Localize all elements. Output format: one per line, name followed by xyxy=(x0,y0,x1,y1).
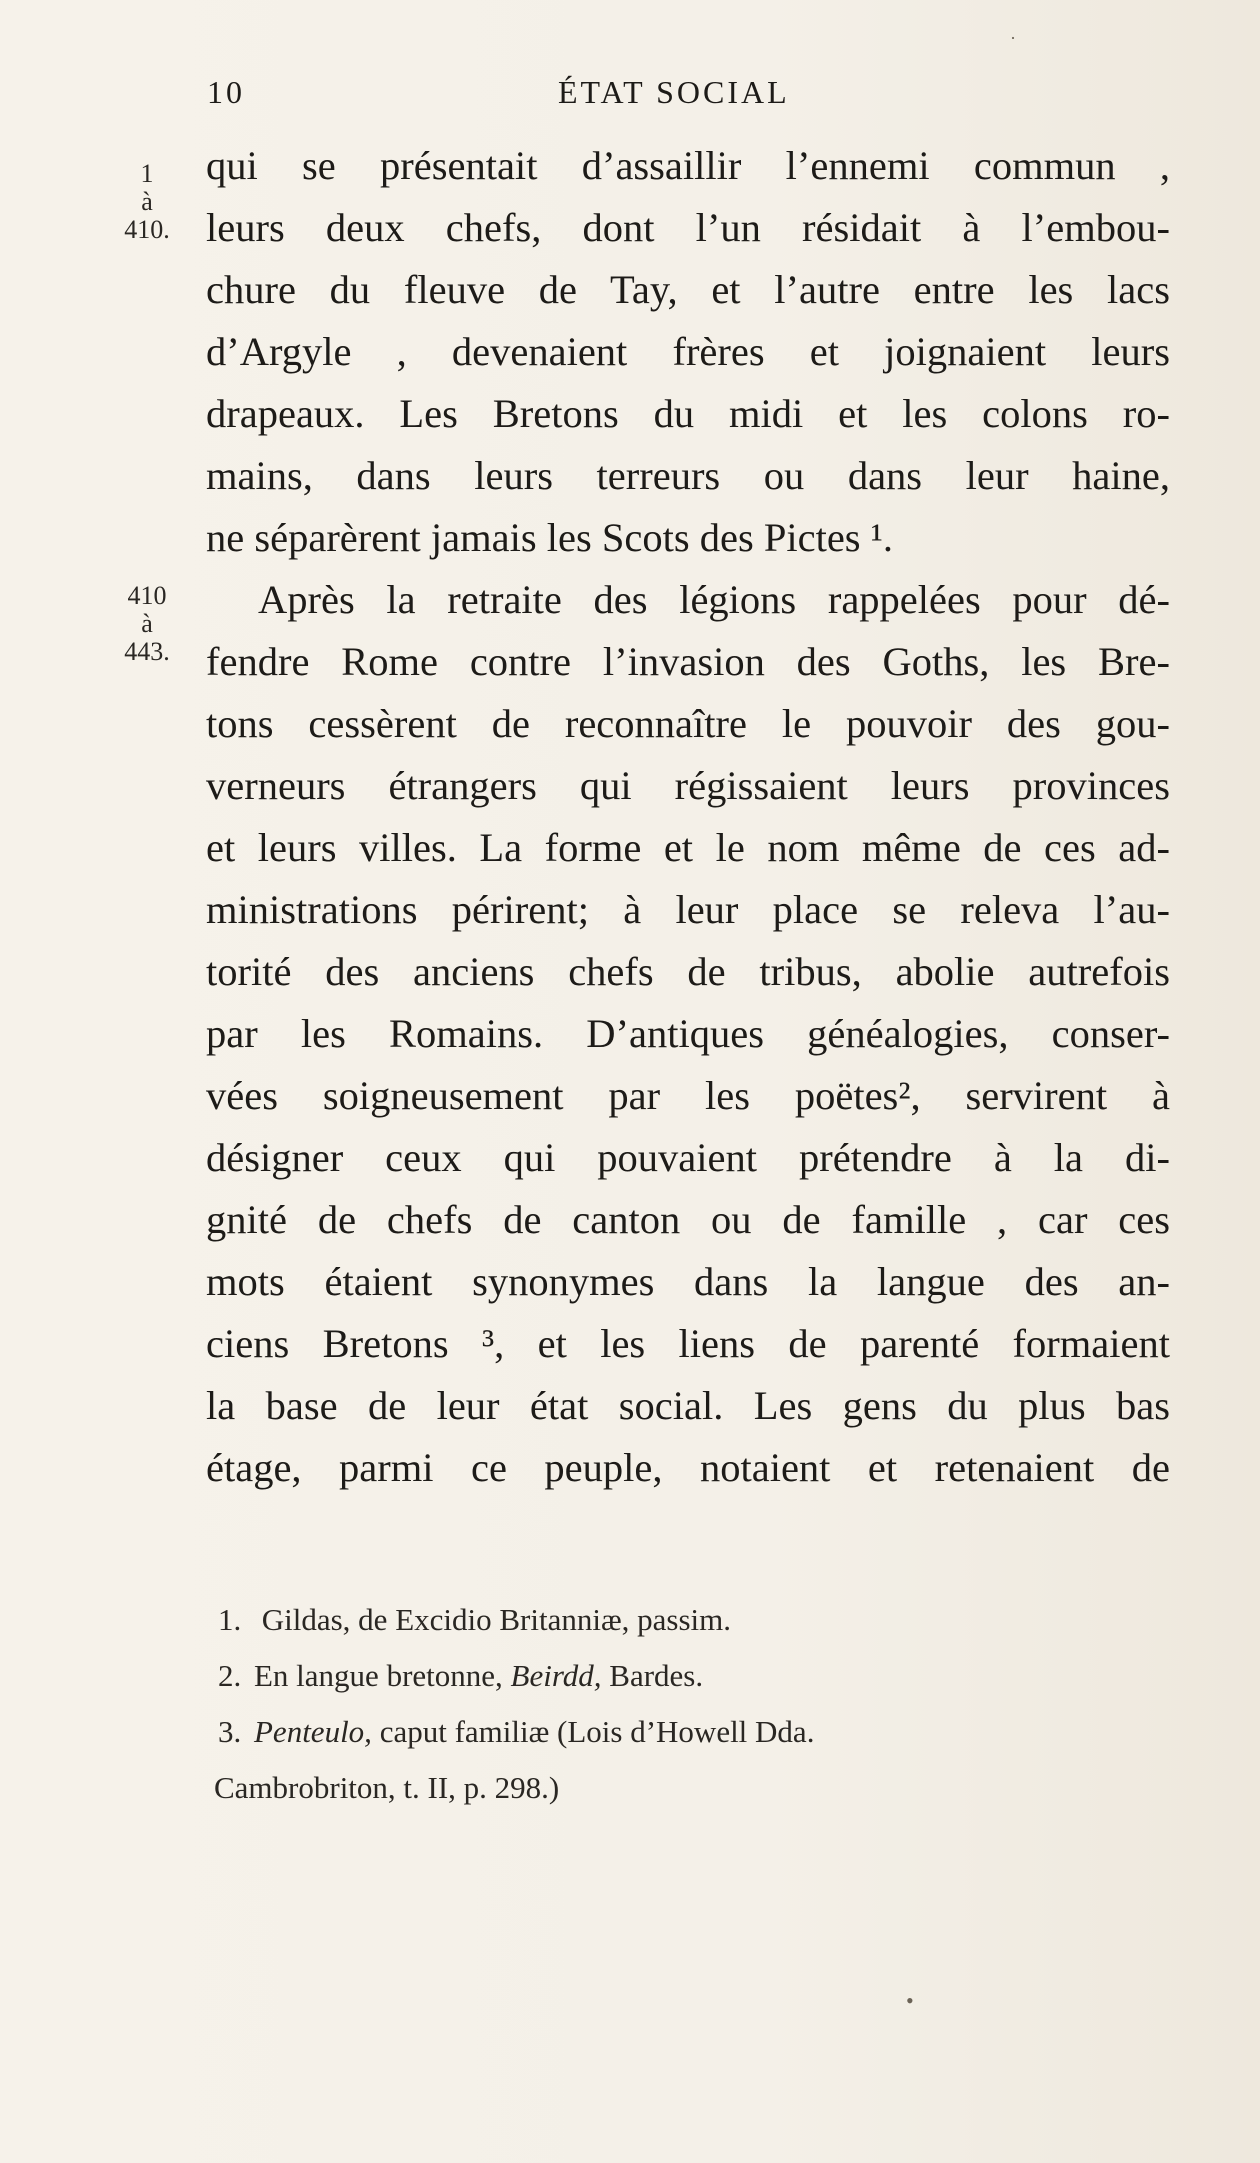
footnote-italic-term: Penteulo, xyxy=(254,1714,372,1749)
footnote-text: Gildas, de Excidio Britanniæ, passim. xyxy=(261,1602,732,1637)
text-line: ne séparèrent jamais les Scots des Pictes ¹. xyxy=(206,515,893,560)
text-line: torité des anciens chefs de tribus, abolie autrefois xyxy=(206,949,1170,994)
body-text xyxy=(206,135,1170,1499)
text-line: et leurs villes. La forme et le nom même de ces ad- xyxy=(206,825,1170,870)
page-number: 10 xyxy=(207,74,245,110)
footnote-2 xyxy=(218,1648,1178,1704)
text-line: fendre Rome contre l’invasion des Goths, les Bre- xyxy=(206,639,1170,684)
text-line: chure du fleuve de Tay, et l’autre entre les lacs xyxy=(206,267,1170,312)
text-line: drapeaux. Les Bretons du midi et les colons ro- xyxy=(206,391,1170,436)
footnote-text: Bardes. xyxy=(601,1658,704,1693)
footnotes xyxy=(214,1592,1178,1816)
margin-note-line: à xyxy=(141,187,153,216)
footnote-number: 2. xyxy=(218,1658,242,1693)
text-line: ministrations périrent; à leur place se releva l’au- xyxy=(206,887,1170,932)
margin-note-line: 410. xyxy=(124,215,170,244)
text-line: mains, dans leurs terreurs ou dans leur haine, xyxy=(206,453,1170,498)
margin-note-line: 1 xyxy=(140,159,154,188)
text-line: mots étaient synonymes dans la langue des an- xyxy=(206,1259,1170,1304)
footnote-3 xyxy=(218,1704,1178,1760)
text-line: leurs deux chefs, dont l’un résidait à l’embou- xyxy=(206,205,1170,250)
text-line: ciens Bretons ³, et les liens de parenté formaient xyxy=(206,1321,1170,1366)
paper-speck: · xyxy=(1010,28,1016,48)
footnote-1 xyxy=(218,1592,1178,1648)
paper-speck: • xyxy=(906,1988,914,2013)
text-line: vées soigneusement par les poëtes², servirent à xyxy=(206,1073,1170,1118)
text-line: désigner ceux qui pouvaient prétendre à la di- xyxy=(206,1135,1170,1180)
text-line: la base de leur état social. Les gens du plus bas xyxy=(206,1383,1170,1428)
margin-note-line: 410 xyxy=(127,581,167,610)
text-line: étage, parmi ce peuple, notaient et retenaient de xyxy=(206,1445,1170,1490)
margin-note-line: 443. xyxy=(124,637,170,666)
text-line: Après la retraite des légions rappelées pour dé- xyxy=(258,577,1170,622)
footnote-number: 1. xyxy=(218,1602,242,1637)
footnote-3-continuation: Cambrobriton, t. II, p. 298.) xyxy=(214,1770,560,1805)
text-line: d’Argyle , devenaient frères et joignaient leurs xyxy=(206,329,1170,374)
text-line: tons cessèrent de reconnaître le pouvoir des gou- xyxy=(206,701,1170,746)
text-line: par les Romains. D’antiques généalogies, conser- xyxy=(206,1011,1170,1056)
text-line: qui se présentait d’assaillir l’ennemi commun , xyxy=(206,143,1170,188)
margin-date-note xyxy=(102,582,192,666)
margin-date-note xyxy=(102,160,192,244)
text-line: gnité de chefs de canton ou de famille , car ces xyxy=(206,1197,1170,1242)
page-header xyxy=(0,74,1260,118)
footnote-italic-term: Beirdd, xyxy=(510,1658,602,1693)
margin-note-line: à xyxy=(141,609,153,638)
footnote-text: En langue bretonne, xyxy=(254,1658,511,1693)
text-line: verneurs étrangers qui régissaient leurs provinces xyxy=(206,763,1170,808)
footnote-text: caput familiæ (Lois d’Howell Dda. xyxy=(371,1714,815,1749)
footnote-number: 3. xyxy=(218,1714,242,1749)
running-title: ÉTAT SOCIAL xyxy=(558,74,790,110)
